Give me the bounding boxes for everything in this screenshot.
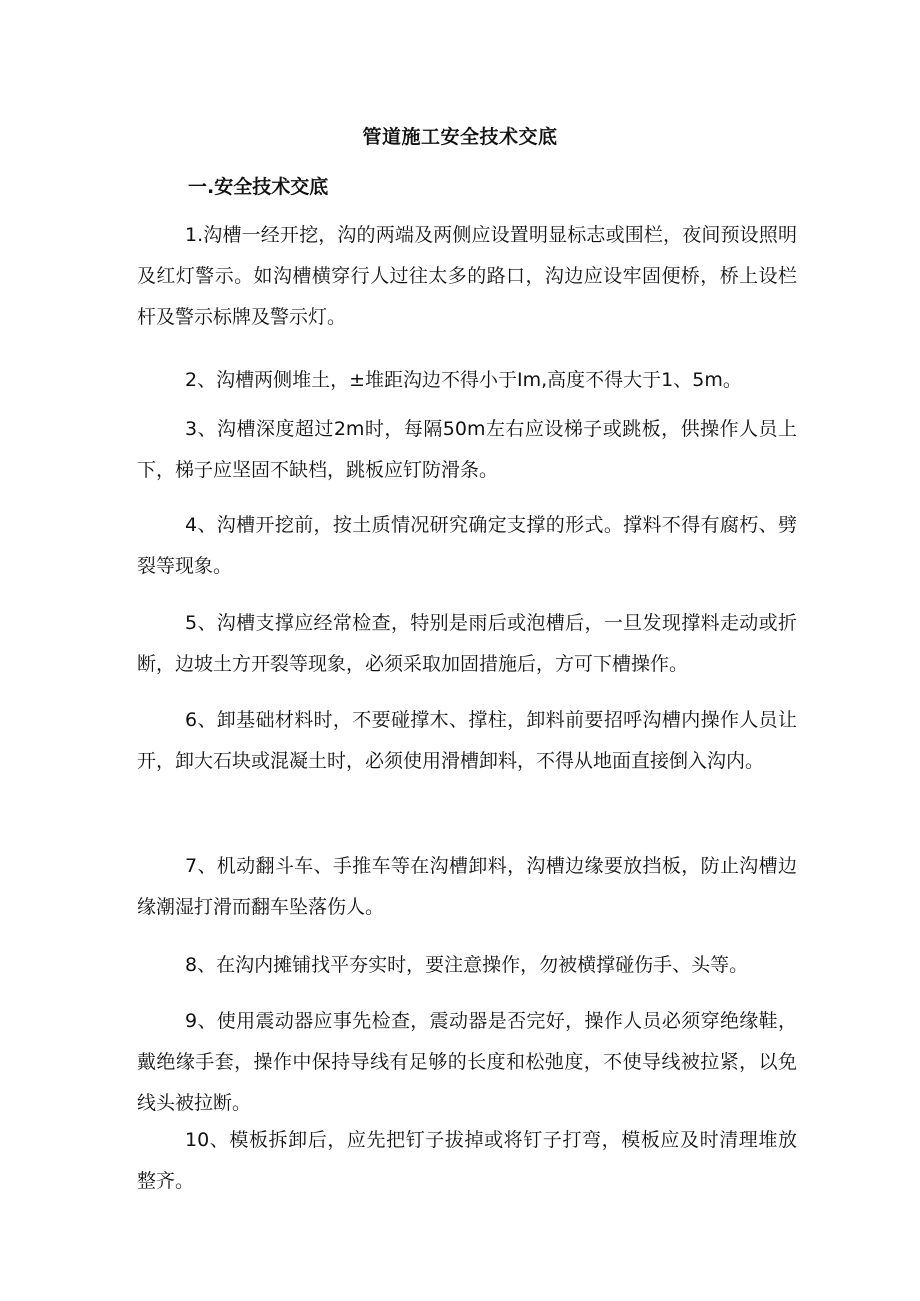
paragraph-2: 2、沟槽两侧堆土，±堆距沟边不得小于Im,高度不得大于1、5m。 xyxy=(185,369,742,391)
document-title: 管道施工安全技术交底 xyxy=(362,126,558,148)
paragraph-8: 8、在沟内摊铺找平夯实时，要注意操作，勿被横撑碰伤手、头等。 xyxy=(185,954,749,976)
paragraph-1: 1.沟槽一经开挖，沟的两端及两侧应设置明显标志或围栏，夜间预设照明及红灯警示。如沟槽横穿行人过往太多的路口，沟边应设牢固便桥，桥上设栏杆及警示标牌及警示灯。 xyxy=(137,224,797,328)
paragraph-10: 10、模板拆卸后，应先把钉子拔掉或将钉子打弯，模板应及时清理堆放整齐。 xyxy=(137,1129,797,1192)
paragraph-3: 3、沟槽深度超过2m时，每隔50m左右应设梯子或跳板，供操作人员上下，梯子应坚固不缺档，跳板应钉防滑条。 xyxy=(137,418,797,481)
paragraph-9: 9、使用震动器应事先检查，震动器是否完好，操作人员必须穿绝缘鞋，戴绝缘手套，操作中保持导线有足够的长度和松弛度，不使导线被拉紧，以免线头被拉断。 xyxy=(137,1010,797,1114)
paragraph-5: 5、沟槽支撑应经常检查，特别是雨后或泡槽后，一旦发现撑料走动或折断，边坡土方开裂等现象，必须采取加固措施后，方可下槽操作。 xyxy=(137,612,797,675)
paragraph-4: 4、沟槽开挖前，按土质情况研究确定支撑的形式。撑料不得有腐朽、劈裂等现象。 xyxy=(137,514,797,577)
paragraph-6: 6、卸基础材料时，不要碰撑木、撑柱，卸料前要招呼沟槽内操作人员让开，卸大石块或混凝土时，必须使用滑槽卸料，不得从地面直接倒入沟内。 xyxy=(137,709,797,772)
section-heading: 一.安全技术交底 xyxy=(188,176,329,198)
paragraph-7: 7、机动翻斗车、手推车等在沟槽卸料，沟槽边缘要放挡板，防止沟槽边缘潮湿打滑而翻车坠落伤人。 xyxy=(137,855,797,918)
